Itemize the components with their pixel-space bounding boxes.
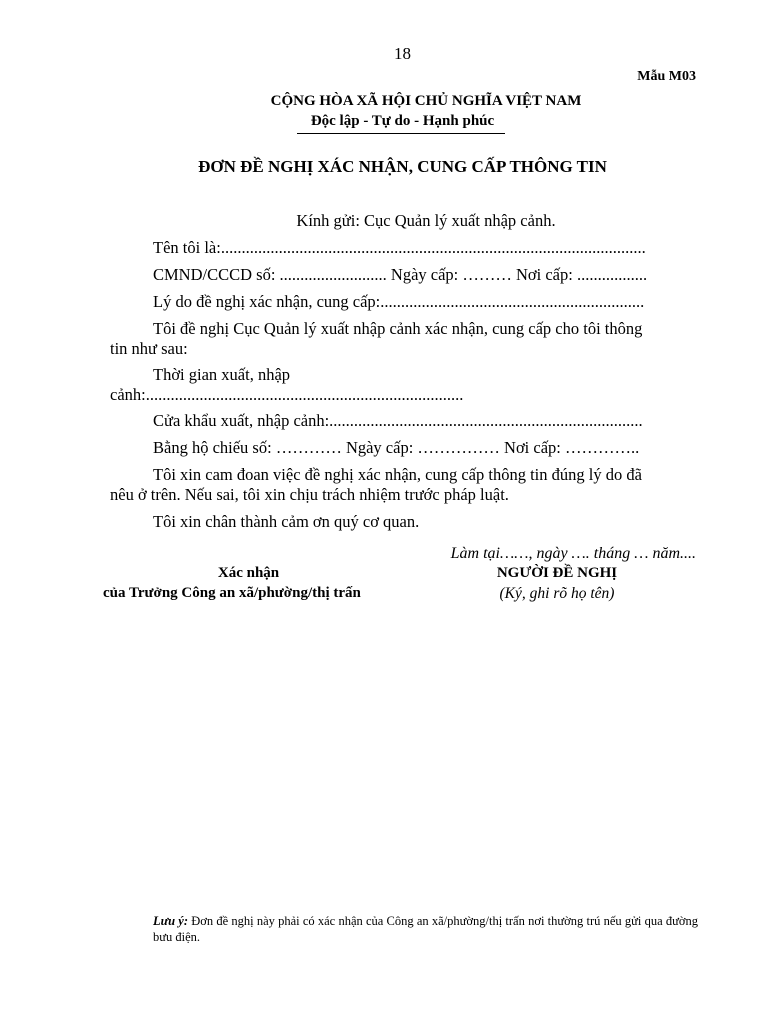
applicant-signature-instruction: (Ký, ghi rõ họ tên): [499, 585, 615, 602]
commitment-paragraph-line-2: nêu ở trên. Nếu sai, tôi xin chịu trách nhiệm trước pháp luật.: [110, 485, 509, 504]
travel-time-field-line-2: cảnh:.............................................................................: [110, 385, 464, 404]
reason-field-line: Lý do đề nghị xác nhận, cung cấp:................................................................: [153, 292, 645, 311]
border-gate-field-line: Cửa khẩu xuất, nhập cảnh:............................................................................: [153, 411, 643, 430]
name-field-line: Tên tôi là:.......................................................................................................: [153, 238, 646, 257]
police-confirmation-subtitle: của Trưởng Công an xã/phường/thị trấn: [103, 585, 361, 601]
travel-time-field-line-1: Thời gian xuất, nhập: [153, 365, 291, 384]
request-paragraph-line-2: tin như sau:: [110, 339, 188, 358]
request-paragraph-line-1: Tôi đề nghị Cục Quản lý xuất nhập cảnh xác nhận, cung cấp cho tôi thông: [153, 319, 643, 338]
form-title: ĐƠN ĐỀ NGHỊ XÁC NHẬN, CUNG CẤP THÔNG TIN: [198, 157, 607, 176]
place-date-line: Làm tại……, ngày …. tháng … năm....: [450, 545, 696, 562]
addressee-line: Kính gửi: Cục Quản lý xuất nhập cảnh.: [296, 211, 556, 230]
id-card-field-line: CMND/CCCD số: .......................... Ngày cấp: ……… Nơi cấp: .................: [153, 265, 648, 284]
form-code: Mẫu M03: [637, 69, 696, 84]
national-title: CỘNG HÒA XÃ HỘI CHỦ NGHĨA VIỆT NAM: [270, 93, 582, 109]
commitment-paragraph-line-1: Tôi xin cam đoan việc đề nghị xác nhận, cung cấp thông tin đúng lý do đã: [153, 465, 642, 484]
thanks-line: Tôi xin chân thành cảm ơn quý cơ quan.: [153, 512, 420, 531]
footnote: [153, 913, 698, 945]
footnote-label: Lưu ý:: [153, 914, 189, 928]
applicant-signature-title: NGƯỜI ĐỀ NGHỊ: [496, 565, 618, 581]
passport-field-line: Bằng hộ chiếu số: ………… Ngày cấp: …………… Nơi cấp: …………..: [153, 438, 640, 457]
national-motto: Độc lập - Tự do - Hạnh phúc: [310, 113, 495, 129]
footnote-text: Đơn đề nghị này phải có xác nhận của Công an xã/phường/thị trấn nơi thường trú nếu gửi qua đường bưu điện.: [153, 914, 698, 944]
page-number: 18: [394, 44, 411, 63]
police-confirmation-title: Xác nhận: [217, 565, 280, 581]
motto-underline: [297, 133, 505, 134]
